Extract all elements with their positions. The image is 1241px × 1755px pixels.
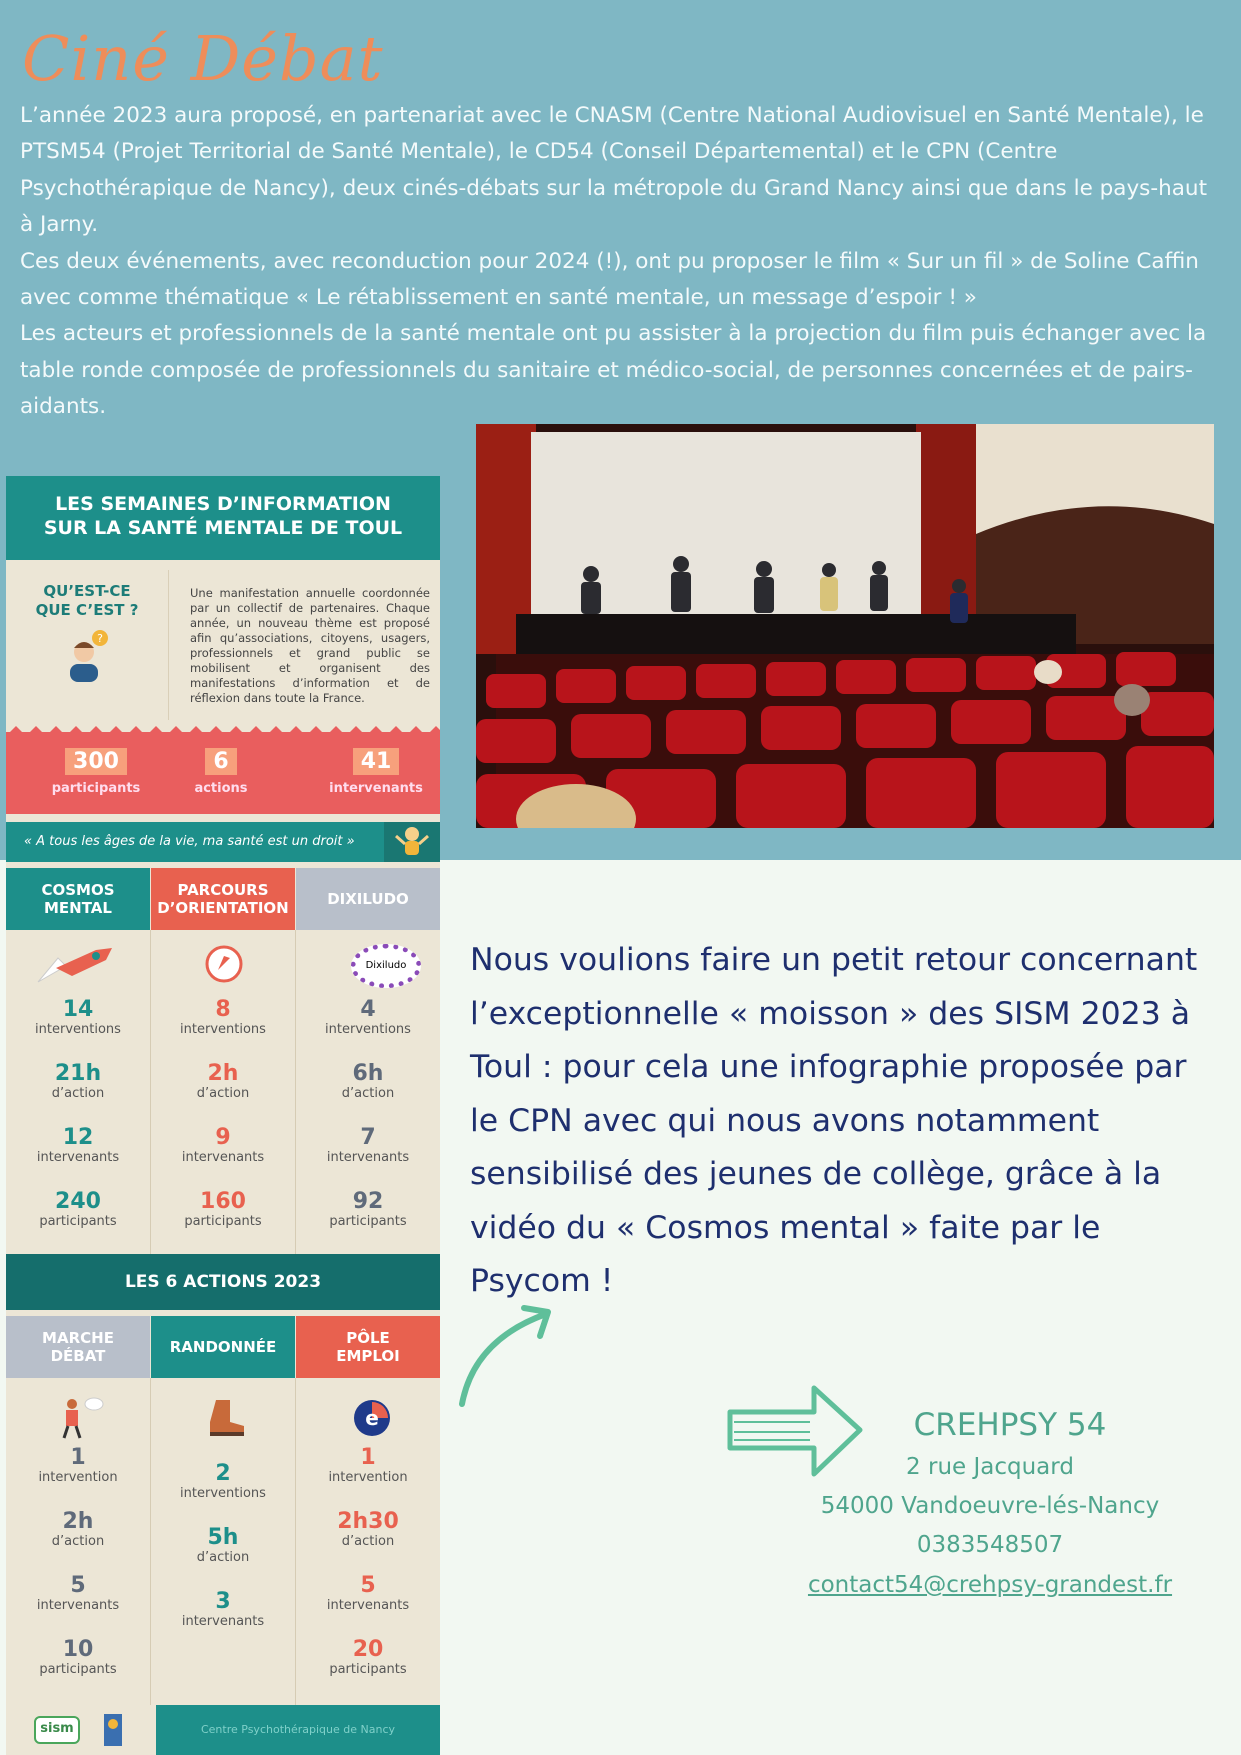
stat-unit: interventions (180, 1022, 266, 1037)
stat-cell (298, 1574, 438, 1613)
stat-cell (8, 1190, 148, 1229)
stat-value: 6 (205, 748, 236, 775)
stat-value: 9 (215, 1125, 231, 1150)
stat-unit: d’action (196, 1550, 250, 1565)
boot-icon (204, 1396, 248, 1440)
divider (150, 1378, 151, 1705)
column-header-text: D’ORIENTATION (157, 899, 289, 917)
column-header-marche (6, 1316, 150, 1378)
stat-cell (153, 998, 293, 1037)
stat-value: 5 (70, 1573, 86, 1598)
stat-value: 6h (352, 1061, 384, 1086)
stat-value: 300 (65, 748, 127, 775)
stat-cell (153, 1590, 293, 1629)
question-line: QUE C’EST ? (35, 601, 139, 619)
intro-text (20, 98, 1225, 426)
stat-value: 12 (62, 1125, 94, 1150)
compass-icon (204, 944, 244, 984)
hiker-icon (56, 1396, 106, 1440)
divider (295, 930, 296, 1254)
stat-actions (181, 748, 261, 796)
stat-unit: d’action (51, 1086, 105, 1101)
column-header-text: DÉBAT (50, 1347, 106, 1365)
infographic-title-line: LES SEMAINES D’INFORMATION (55, 493, 391, 515)
svg-text:?: ? (97, 632, 103, 645)
thinking-person-icon (62, 628, 112, 682)
infographic-title-line: SUR LA SANTÉ MENTALE DE TOUL (43, 517, 403, 539)
stat-unit: intervenants (36, 1598, 120, 1613)
sism-description: Une manifestation annuelle coordonnée par un collectif de partenaires. Chaque année, un nouveau thème est proposé afin qu’associations, citoyens, usagers, professionnels et grand public se mobilisent et organisent des manifestations d’information et de réflexion dans toute la France. (190, 586, 430, 705)
cpn-logo-icon (98, 1712, 128, 1748)
stat-cell (8, 1638, 148, 1677)
stat-value: 10 (62, 1637, 94, 1662)
stat-cell (8, 1510, 148, 1549)
stat-cell (298, 1510, 438, 1549)
stat-value: 7 (360, 1125, 376, 1150)
column-header-text: EMPLOI (336, 1347, 400, 1365)
column-header-text: MENTAL (44, 899, 112, 917)
contact-city: 54000 Vandoeuvre-lés-Nancy (820, 1493, 1160, 1519)
column-header-text: DIXILUDO (327, 890, 409, 908)
column-header-pole-emploi (296, 1316, 440, 1378)
svg-text:e: e (365, 1406, 379, 1430)
stat-value: 2h (62, 1509, 94, 1534)
stat-value: 1 (70, 1445, 86, 1470)
stat-cell (298, 1446, 438, 1485)
stat-value: 240 (55, 1189, 101, 1214)
question-title (36, 582, 139, 620)
stat-cell (8, 1126, 148, 1165)
intro-paragraph: Les acteurs et professionnels de la santé mentale ont pu assister à la projection du film puis échanger avec la table ronde composée de professionnels du sanitaire et médico-social, de personnes concernées et de pairs-aidants. (20, 321, 1207, 420)
stat-unit: interventions (35, 1022, 121, 1037)
contact-block (780, 1402, 1200, 1605)
stat-unit: participants (329, 1214, 407, 1229)
stat-value: 92 (352, 1189, 384, 1214)
contact-phone: 0383548507 (916, 1532, 1064, 1558)
stat-cell (8, 1574, 148, 1613)
kid-icon (384, 822, 440, 862)
stat-cell (8, 1446, 148, 1485)
dixiludo-icon: Dixiludo (351, 944, 421, 988)
stat-unit: d’action (51, 1534, 105, 1549)
cinema-photo (476, 424, 1214, 828)
column-header-text: PARCOURS (177, 881, 269, 899)
slogan: « A tous les âges de la vie, ma santé est un droit » (6, 822, 384, 862)
stat-cell (298, 1190, 438, 1229)
actions-band: LES 6 ACTIONS 2023 (6, 1254, 440, 1310)
stat-value: 5 (360, 1573, 376, 1598)
infographic-header (6, 476, 440, 560)
contact-email-link[interactable]: contact54@crehpsy-grandest.fr (807, 1572, 1173, 1598)
stat-unit: intervenants (326, 1598, 410, 1613)
contact-org: CREHPSY 54 (913, 1407, 1107, 1443)
footer-text: Centre Psychothérapique de Nancy (156, 1705, 440, 1755)
stat-value: 8 (215, 997, 231, 1022)
stat-unit: intervention (38, 1470, 118, 1485)
stat-cell (153, 1126, 293, 1165)
column-header-dixiludo (296, 868, 440, 930)
stat-cell (8, 1062, 148, 1101)
column-header-text: MARCHE (42, 1329, 114, 1347)
stat-value: 21h (54, 1061, 102, 1086)
question-line: QU’EST-CE (43, 582, 131, 600)
stat-cell (153, 1190, 293, 1229)
stat-label: intervenants (329, 781, 423, 796)
stat-cell (8, 998, 148, 1037)
stat-participants (46, 748, 146, 796)
column-header-cosmos (6, 868, 150, 930)
stat-unit: d’action (196, 1086, 250, 1101)
column-header-text: RANDONNÉE (169, 1338, 277, 1356)
stat-value: 5h (207, 1525, 239, 1550)
stat-cell (298, 1062, 438, 1101)
column-header-parcours (151, 868, 295, 930)
stat-intervenants (326, 748, 426, 796)
divider (295, 1378, 296, 1705)
stat-value: 2h30 (337, 1509, 399, 1534)
intro-paragraph: Ces deux événements, avec reconduction pour 2024 (!), ont pu proposer le film « Sur un fil » de Soline Caffin avec comme thématique « Le rétablissement en santé mentale, un message d’espoir ! » (20, 248, 1199, 311)
stat-unit: interventions (180, 1486, 266, 1501)
stat-cell (153, 1062, 293, 1101)
stat-unit: participants (39, 1662, 117, 1677)
stat-unit: intervention (328, 1470, 408, 1485)
arrow-up-icon (454, 1300, 564, 1410)
stat-unit: intervenants (181, 1614, 265, 1629)
sism-infographic (6, 476, 440, 1755)
column-header-text: COSMOS (41, 881, 115, 899)
stat-value: 160 (200, 1189, 246, 1214)
stat-unit: participants (184, 1214, 262, 1229)
column-header-randonnee (151, 1316, 295, 1378)
stat-value: 41 (353, 748, 400, 775)
column-header-text: PÔLE (346, 1329, 390, 1347)
stat-cell (298, 1638, 438, 1677)
stat-unit: d’action (341, 1534, 395, 1549)
page-title: Ciné Débat (22, 22, 384, 95)
stat-cell (298, 1126, 438, 1165)
stat-value: 1 (360, 1445, 376, 1470)
stat-unit: participants (39, 1214, 117, 1229)
message-text: Nous voulions faire un petit retour concernant l’exceptionnelle « moisson » des SISM 2023 à Toul : pour cela une infographie proposée par le CPN avec qui nous avons notamment sensibilisé des jeunes de collège, grâce à la vidéo du « Cosmos mental » faite par le Psycom ! (470, 942, 1198, 1299)
stat-cell (153, 1526, 293, 1565)
stat-label: actions (194, 781, 248, 796)
stat-unit: d’action (341, 1086, 395, 1101)
stat-cell (298, 998, 438, 1037)
stat-unit: intervenants (181, 1150, 265, 1165)
divider (150, 930, 151, 1254)
stat-unit: participants (329, 1662, 407, 1677)
stat-label: participants (51, 781, 141, 796)
stat-value: 2 (215, 1461, 231, 1486)
pole-emploi-icon (352, 1398, 392, 1438)
stat-unit: interventions (325, 1022, 411, 1037)
stat-value: 3 (215, 1589, 231, 1614)
stat-value: 2h (207, 1061, 239, 1086)
stat-unit: intervenants (326, 1150, 410, 1165)
stat-value: 4 (360, 997, 376, 1022)
contact-street: 2 rue Jacquard (906, 1454, 1074, 1480)
divider (168, 570, 169, 720)
intro-paragraph: L’année 2023 aura proposé, en partenariat avec le CNASM (Centre National Audiovisuel en Santé Mentale), le PTSM54 (Projet Territorial de Santé Mentale), le CD54 (Conseil Départemental) et le CPN (Centre Psychothérapique de Nancy), deux cinés-débats sur la métropole du Grand Nancy ainsi que dans le pays-haut à Jarny. (20, 103, 1207, 238)
question-block (6, 560, 168, 720)
rocket-icon (36, 944, 116, 984)
sism-logo: sism (34, 1716, 80, 1744)
stat-value: 20 (352, 1637, 384, 1662)
stat-unit: intervenants (36, 1150, 120, 1165)
stat-value: 14 (62, 997, 94, 1022)
stat-cell (153, 1462, 293, 1501)
